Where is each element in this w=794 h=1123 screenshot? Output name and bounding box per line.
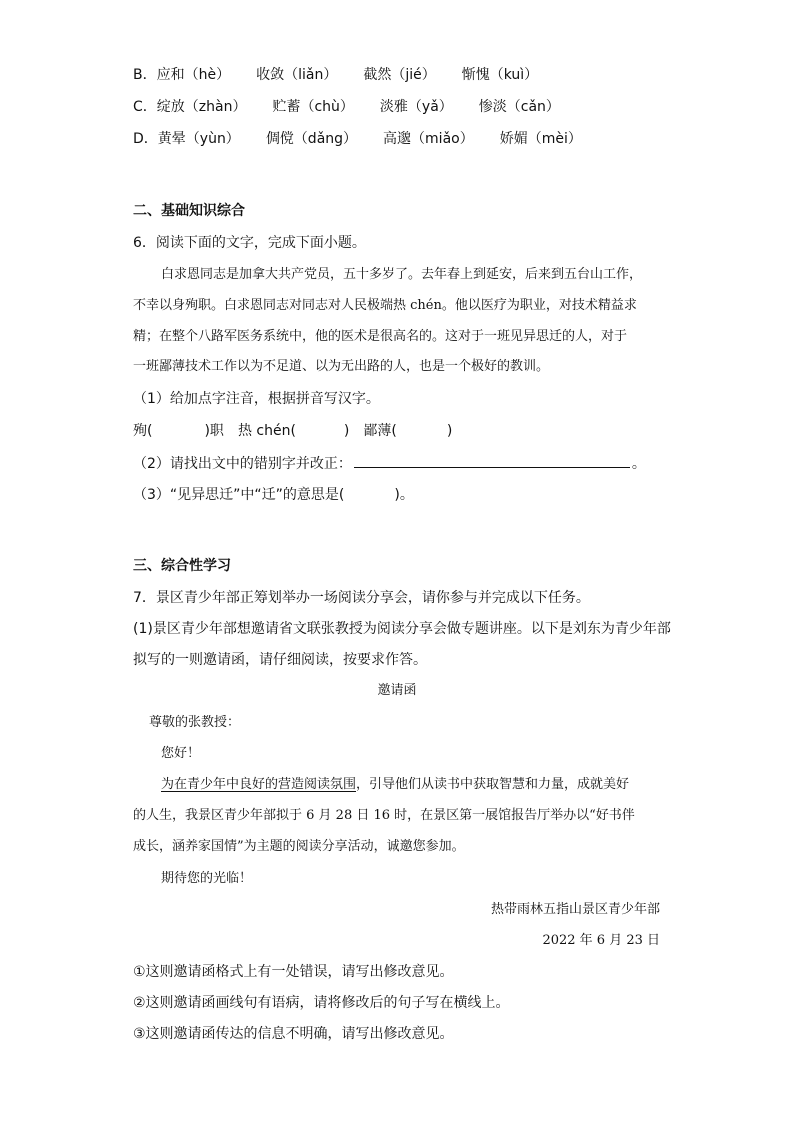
passage-line-4: 一班鄙薄技术工作以为不足道、以为无出路的人，也是一个极好的教训。: [133, 359, 550, 374]
option-c-4: 惨淡（cǎn）: [478, 99, 560, 115]
letter-title: 邀请函: [377, 683, 417, 698]
blank-a-prefix: 殉(: [133, 423, 153, 439]
option-c: [133, 97, 586, 117]
option-c-1: C．绽放（zhàn）: [133, 99, 247, 115]
passage-line-3: 精；在整个八路军医务系统中，他的医术是很高名的。这对于一班见异思迁的人，对于: [133, 329, 628, 344]
blank-c-suffix: ): [446, 423, 453, 439]
letter-body-line-3: 成长，涵养家国情”为主题的阅读分享活动，诚邀您参加。: [133, 839, 465, 854]
option-d-1: D．黄晕（yùn）: [133, 131, 240, 147]
section-2-heading: 二、基础知识综合: [133, 203, 245, 219]
blank-a-suffix: )职: [204, 423, 224, 439]
sub-question-1: （1）给加点字注音，根据拼音写汉字。: [133, 391, 380, 407]
blank-b-suffix: ): [343, 423, 350, 439]
section-3-heading: 三、综合性学习: [133, 558, 231, 574]
option-b-4: 惭愧（kuì）: [461, 67, 539, 83]
letter-salutation: 尊敬的张教授：: [149, 715, 241, 730]
blank-c-prefix: 鄙薄(: [363, 423, 397, 439]
letter-body-line-1: [161, 775, 629, 795]
underlined-sentence: 为在青少年中良好的营造阅读氛围: [161, 777, 357, 792]
sub-question-1-items: [133, 421, 452, 441]
passage-line-1: 白求恩同志是加拿大共产党员，五十多岁了。去年春上到延安，后来到五台山工作，: [161, 267, 643, 282]
sub-question-3: [133, 485, 414, 505]
answer-line[interactable]: [354, 453, 630, 468]
letter-closing: 期待您的光临！: [161, 871, 253, 886]
option-d-2: 倜傥（dǎng）: [265, 131, 358, 147]
task-2: ②这则邀请函画线句有语病，请将修改后的句子写在横线上。: [133, 995, 510, 1011]
sub-question-3-end: )。: [394, 487, 414, 503]
question-7: 7．景区青少年部正筹划举办一场阅读分享会，请你参与并完成以下任务。: [133, 590, 590, 606]
sub-question-2-end: 。: [631, 456, 646, 472]
blank-b-prefix: 热 chén(: [237, 423, 296, 439]
letter-body-line-2: 的人生，我景区青少年部拟于 6 月 28 日 16 时，在景区第一展馆报告厅举办以“好书伴: [133, 808, 635, 823]
letter-date: 2022 年 6 月 23 日: [542, 933, 660, 948]
question-6: 6．阅读下面的文字，完成下面小题。: [133, 235, 366, 251]
sub-question-2: [133, 453, 646, 474]
option-c-3: 淡雅（yǎ）: [379, 99, 453, 115]
letter-signature: 热带雨林五指山景区青少年部: [490, 902, 660, 917]
option-b-3: 截然（jié）: [363, 67, 436, 83]
sub-question-3-label: （3）“见异思迁”中“迁”的意思是(: [133, 487, 345, 503]
letter-greeting: 您好！: [161, 746, 201, 761]
passage-line-2: 不幸以身殉职。白求恩同志对同志对人民极端热 chén。他以医疗为职业，对技术精益求: [133, 298, 637, 313]
sub-question-2-label: （2）请找出文中的错别字并改正：: [133, 456, 352, 472]
option-b-1: B．应和（hè）: [133, 67, 231, 83]
question-7-1-line-2: 拟写的一则邀请函，请仔细阅读，按要求作答。: [133, 652, 427, 668]
option-b: [133, 65, 564, 85]
option-c-2: 贮蓄（chù）: [272, 99, 354, 115]
option-d-4: 娇媚（mèi）: [499, 131, 582, 147]
option-b-2: 收敛（liǎn）: [256, 67, 338, 83]
letter-body-rest: ，引导他们从读书中获取智慧和力量，成就美好: [356, 777, 630, 792]
option-d: [133, 129, 608, 149]
question-7-1-line-1: (1)景区青少年部想邀请省文联张教授为阅读分享会做专题讲座。以下是刘东为青少年部: [133, 621, 671, 637]
task-3: ③这则邀请函传达的信息不明确，请写出修改意见。: [133, 1026, 454, 1042]
option-d-3: 高邈（miǎo）: [383, 131, 474, 147]
task-1: ①这则邀请函格式上有一处错误，请写出修改意见。: [133, 964, 454, 980]
